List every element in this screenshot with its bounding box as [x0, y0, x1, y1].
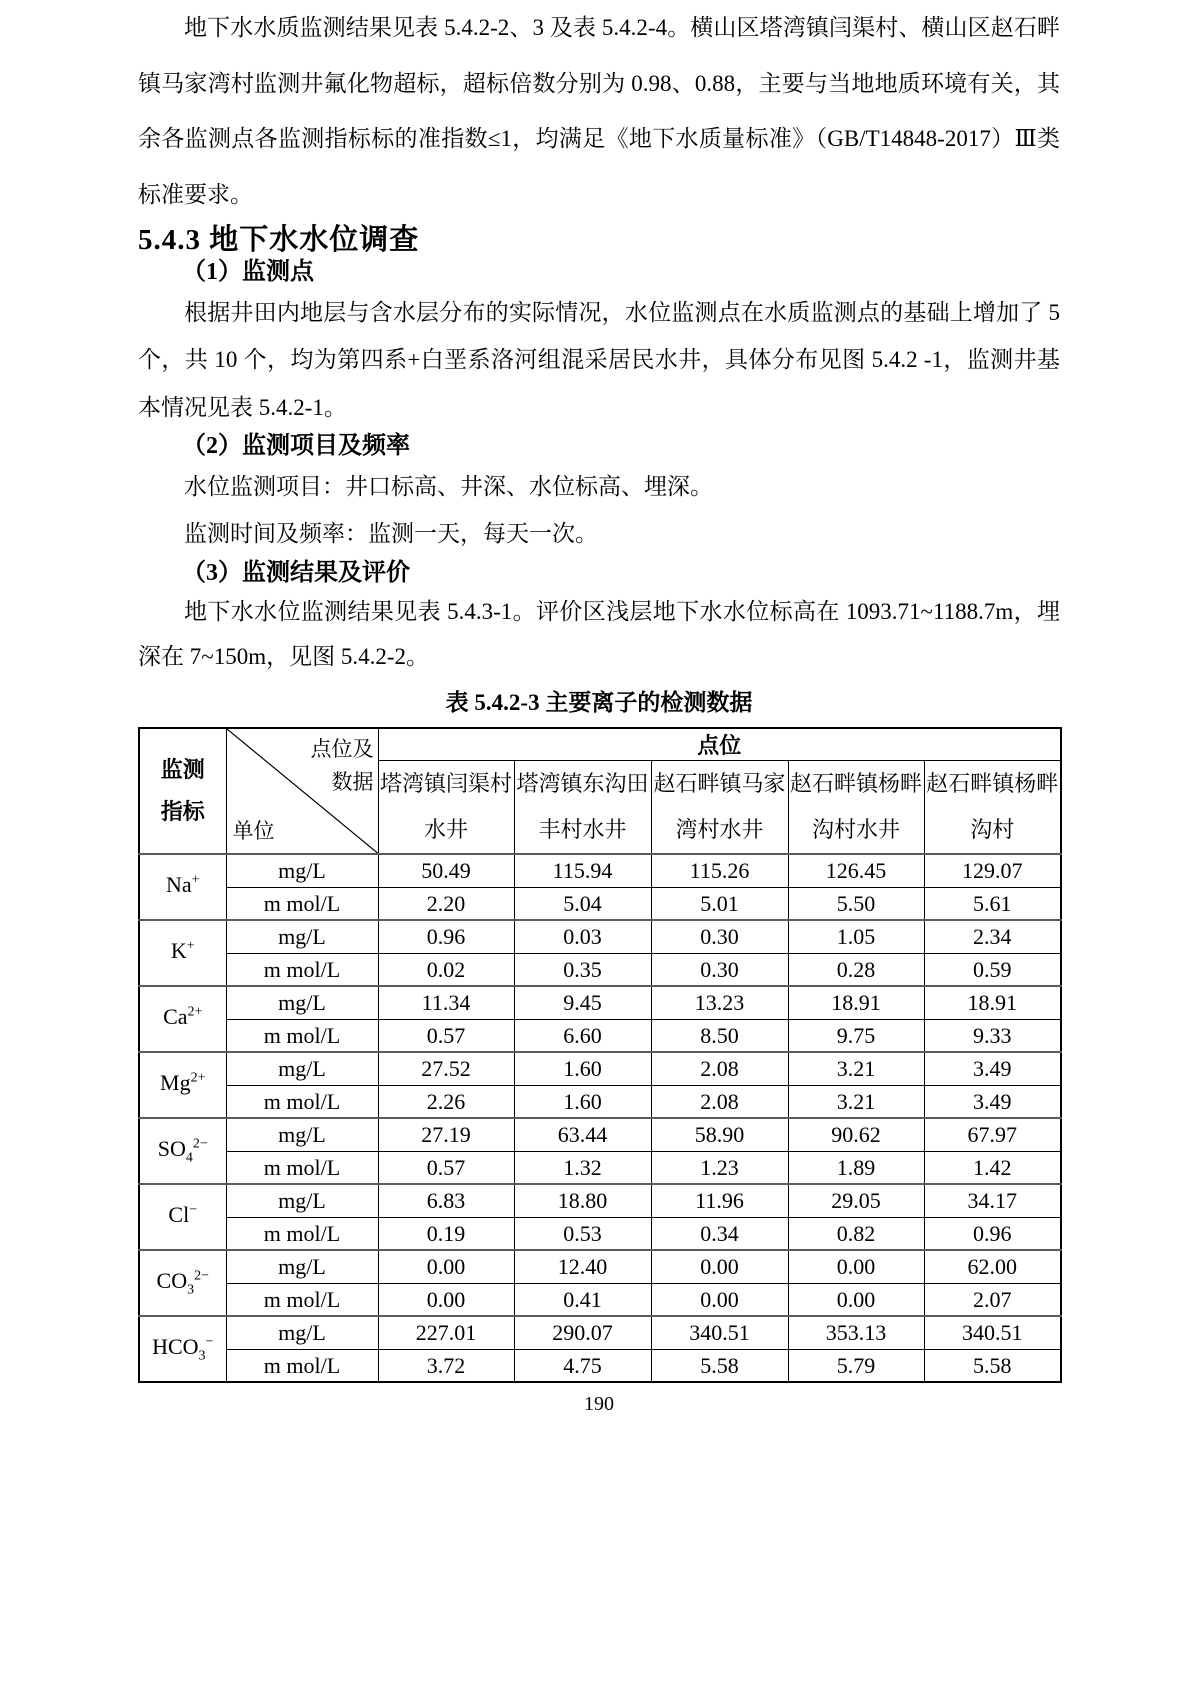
value-cell: 0.57: [378, 1151, 514, 1184]
ion-base: SO: [157, 1136, 186, 1162]
value-cell: 0.96: [924, 1217, 1061, 1250]
ion-superscript: −: [205, 1334, 214, 1350]
value-cell: 9.75: [788, 1019, 924, 1052]
unit-cell: m mol/L: [226, 1085, 378, 1118]
ion-subscript: 3: [187, 1282, 195, 1298]
value-cell: 50.49: [378, 854, 514, 887]
ion-data-table: [138, 727, 1062, 1383]
unit-cell: mg/L: [226, 1052, 378, 1085]
ion-label: [139, 920, 226, 986]
table-row: [139, 854, 1061, 887]
value-cell: 0.82: [788, 1217, 924, 1250]
value-cell: 290.07: [514, 1316, 651, 1349]
value-cell: 1.23: [651, 1151, 788, 1184]
table-row: [139, 1085, 1061, 1118]
value-cell: 0.59: [924, 953, 1061, 986]
unit-cell: m mol/L: [226, 1349, 378, 1382]
unit-cell: m mol/L: [226, 1217, 378, 1250]
value-cell: 11.34: [378, 986, 514, 1019]
value-cell: 67.97: [924, 1118, 1061, 1151]
value-cell: 34.17: [924, 1184, 1061, 1217]
ion-label: [139, 1184, 226, 1250]
value-cell: 1.42: [924, 1151, 1061, 1184]
ion-superscript: −: [189, 1202, 198, 1218]
value-cell: 29.05: [788, 1184, 924, 1217]
header-site-column-4: 赵石畔镇杨畔沟村水井: [788, 761, 924, 855]
ion-label: [139, 1118, 226, 1184]
unit-cell: mg/L: [226, 1118, 378, 1151]
paragraph-water-level-results: 地下水水位监测结果见表 5.4.3-1。评价区浅层地下水水位标高在 1093.71~1188.7m，埋深在 7~150m，见图 5.4.2-2。: [138, 599, 1060, 670]
value-cell: 0.30: [651, 953, 788, 986]
value-cell: 11.96: [651, 1184, 788, 1217]
value-cell: 5.01: [651, 887, 788, 920]
value-cell: 0.02: [378, 953, 514, 986]
value-cell: 5.50: [788, 887, 924, 920]
header-cell-indicator: [139, 728, 226, 854]
value-cell: 129.07: [924, 854, 1061, 887]
value-cell: 58.90: [651, 1118, 788, 1151]
value-cell: 115.26: [651, 854, 788, 887]
value-cell: 4.75: [514, 1349, 651, 1382]
value-cell: 8.50: [651, 1019, 788, 1052]
paragraph-water-quality-results: 地下水水质监测结果见表 5.4.2-2、3 及表 5.4.2-4。横山区塔湾镇闫渠村、横山区赵石畔镇马家湾村监测井氟化物超标，超标倍数分别为 0.98、0.88，主要与当地地质环境有关，其余各监测点各监测指标标的准指数≤1，均满足《地下水质量标准》（GB/T14848-2017）Ⅲ类标准要求。: [138, 15, 1060, 207]
ion-label: [139, 1250, 226, 1316]
value-cell: 0.00: [651, 1250, 788, 1283]
value-cell: 227.01: [378, 1316, 514, 1349]
unit-cell: mg/L: [226, 1316, 378, 1349]
ion-superscript: +: [191, 872, 200, 888]
unit-cell: mg/L: [226, 986, 378, 1019]
value-cell: 12.40: [514, 1250, 651, 1283]
unit-cell: m mol/L: [226, 1283, 378, 1316]
table-row: [139, 953, 1061, 986]
header-cell-sites-group: 点位: [378, 728, 1061, 761]
table-row: [139, 887, 1061, 920]
value-cell: 0.57: [378, 1019, 514, 1052]
diagonal-label-site: 点位及: [310, 737, 374, 762]
ion-base: Cl: [168, 1202, 190, 1228]
ion-label: [139, 1052, 226, 1118]
value-cell: 2.26: [378, 1085, 514, 1118]
ion-superscript: 2+: [187, 1004, 203, 1020]
value-cell: 0.96: [378, 920, 514, 953]
table-row: [139, 1151, 1061, 1184]
value-cell: 9.45: [514, 986, 651, 1019]
value-cell: 3.21: [788, 1085, 924, 1118]
value-cell: 18.91: [924, 986, 1061, 1019]
value-cell: 0.00: [651, 1283, 788, 1316]
value-cell: 0.03: [514, 920, 651, 953]
table-row: [139, 986, 1061, 1019]
value-cell: 0.00: [378, 1250, 514, 1283]
value-cell: 90.62: [788, 1118, 924, 1151]
value-cell: 18.91: [788, 986, 924, 1019]
value-cell: 0.34: [651, 1217, 788, 1250]
value-cell: 13.23: [651, 986, 788, 1019]
unit-cell: mg/L: [226, 1250, 378, 1283]
ion-subscript: 3: [198, 1348, 206, 1364]
header-cell-diagonal: [226, 728, 378, 854]
ion-base: Mg: [160, 1070, 191, 1096]
page-content: [138, 0, 1060, 1416]
page-number: 190: [584, 1393, 614, 1416]
paragraph-monitoring-points: 根据井田内地层与含水层分布的实际情况，水位监测点在水质监测点的基础上增加了 5 个，共 10 个，均为第四系+白垩系洛河组混采居民水井，具体分布见图 5.4.2 -1，监测井基本情况见表 5.4.2-1。: [138, 299, 1060, 420]
unit-cell: mg/L: [226, 854, 378, 887]
table-row: [139, 1052, 1061, 1085]
header-site-column-1: 塔湾镇闫渠村水井: [378, 761, 514, 855]
subheading-items-and-frequency: （2）监测项目及频率: [182, 433, 410, 460]
value-cell: 0.53: [514, 1217, 651, 1250]
value-cell: 0.30: [651, 920, 788, 953]
ion-base: Na: [165, 872, 192, 898]
header-site-column-3: 赵石畔镇马家湾村水井: [651, 761, 788, 855]
value-cell: 1.05: [788, 920, 924, 953]
ion-base: CO: [156, 1268, 188, 1294]
section-heading-5-4-3: 5.4.3 地下水水位调查: [138, 223, 420, 256]
value-cell: 0.41: [514, 1283, 651, 1316]
value-cell: 340.51: [924, 1316, 1061, 1349]
value-cell: 27.19: [378, 1118, 514, 1151]
value-cell: 115.94: [514, 854, 651, 887]
ion-superscript: 2−: [192, 1136, 208, 1152]
paragraph-monitoring-frequency: 监测时间及频率：监测一天，每天一次。: [184, 521, 598, 547]
header-site-column-5: 赵石畔镇杨畔沟村: [924, 761, 1061, 855]
unit-cell: m mol/L: [226, 953, 378, 986]
ion-superscript: +: [186, 938, 195, 954]
value-cell: 9.33: [924, 1019, 1061, 1052]
value-cell: 27.52: [378, 1052, 514, 1085]
unit-cell: mg/L: [226, 920, 378, 953]
value-cell: 3.49: [924, 1052, 1061, 1085]
table-row: [139, 1184, 1061, 1217]
value-cell: 1.60: [514, 1085, 651, 1118]
value-cell: 1.60: [514, 1052, 651, 1085]
value-cell: 2.08: [651, 1085, 788, 1118]
value-cell: 3.21: [788, 1052, 924, 1085]
value-cell: 6.60: [514, 1019, 651, 1052]
ion-subscript: 4: [185, 1150, 193, 1166]
value-cell: 1.32: [514, 1151, 651, 1184]
value-cell: 2.07: [924, 1283, 1061, 1316]
value-cell: 5.61: [924, 887, 1061, 920]
value-cell: 3.72: [378, 1349, 514, 1382]
value-cell: 353.13: [788, 1316, 924, 1349]
ion-label: [139, 1316, 226, 1382]
subheading-results-evaluation: （3）监测结果及评价: [182, 559, 410, 586]
value-cell: 126.45: [788, 854, 924, 887]
value-cell: 63.44: [514, 1118, 651, 1151]
unit-cell: m mol/L: [226, 1151, 378, 1184]
table-row: [139, 1283, 1061, 1316]
table-row: [139, 920, 1061, 953]
indicator-label: 监测指标: [160, 757, 205, 825]
value-cell: 0.28: [788, 953, 924, 986]
value-cell: 5.58: [651, 1349, 788, 1382]
diagonal-label-unit: 单位: [232, 819, 275, 844]
table-row: [139, 1019, 1061, 1052]
table-row: [139, 1349, 1061, 1382]
value-cell: 0.00: [788, 1250, 924, 1283]
ion-base: K: [170, 938, 187, 964]
table-row: [139, 1316, 1061, 1349]
value-cell: 2.34: [924, 920, 1061, 953]
value-cell: 1.89: [788, 1151, 924, 1184]
value-cell: 0.19: [378, 1217, 514, 1250]
table-row: [139, 1217, 1061, 1250]
table-row: [139, 1118, 1061, 1151]
value-cell: 5.04: [514, 887, 651, 920]
value-cell: 0.00: [788, 1283, 924, 1316]
value-cell: 6.83: [378, 1184, 514, 1217]
diagonal-label-data: 数据: [331, 770, 374, 795]
table-title: 表 5.4.2-3 主要离子的检测数据: [445, 690, 753, 716]
value-cell: 5.58: [924, 1349, 1061, 1382]
unit-cell: mg/L: [226, 1184, 378, 1217]
paragraph-monitoring-items: 水位监测项目：井口标高、井深、水位标高、埋深。: [184, 473, 713, 499]
unit-cell: m mol/L: [226, 1019, 378, 1052]
value-cell: 2.08: [651, 1052, 788, 1085]
value-cell: 340.51: [651, 1316, 788, 1349]
value-cell: 0.35: [514, 953, 651, 986]
value-cell: 0.00: [378, 1283, 514, 1316]
ion-superscript: 2−: [194, 1268, 209, 1284]
ion-superscript: 2+: [190, 1070, 206, 1086]
ion-base: HCO: [152, 1334, 199, 1360]
ion-label: [139, 986, 226, 1052]
value-cell: 18.80: [514, 1184, 651, 1217]
unit-cell: m mol/L: [226, 887, 378, 920]
value-cell: 2.20: [378, 887, 514, 920]
ion-base: Ca: [163, 1004, 188, 1030]
value-cell: 3.49: [924, 1085, 1061, 1118]
table-header-row-top: [139, 728, 1061, 761]
value-cell: 62.00: [924, 1250, 1061, 1283]
header-site-column-2: 塔湾镇东沟田丰村水井: [514, 761, 651, 855]
value-cell: 5.79: [788, 1349, 924, 1382]
table-row: [139, 1250, 1061, 1283]
ion-label: [139, 854, 226, 920]
subheading-monitoring-points: （1）监测点: [182, 259, 314, 286]
ion-table-body: [139, 854, 1061, 1382]
